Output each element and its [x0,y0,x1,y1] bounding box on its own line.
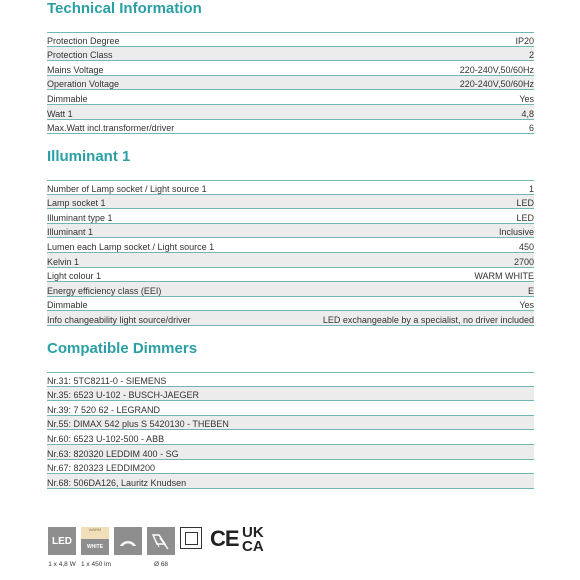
dimmable-cell [114,527,142,555]
dimmer-row [47,445,534,460]
row-value: Yes [519,93,534,104]
row-label: Illuminant 1 [47,227,94,238]
table-row [47,120,534,135]
dimmer-row [47,401,534,416]
illuminant-title: Illuminant 1 [47,148,131,165]
dimmer-row [47,416,534,431]
ukca-line-1: UK [242,524,264,541]
led-icon-cell [48,527,76,569]
dimmer-row [47,387,534,402]
technical-table [47,32,534,134]
dimmer-label: Nr.39: 7 520 62 - LEGRAND [47,404,161,415]
ukca-line-2: CA [242,538,264,555]
table-row [47,32,534,47]
row-value: 6 [528,123,534,134]
table-row [47,268,534,283]
row-label: Illuminant type 1 [47,212,113,223]
row-value: Inclusive [498,227,534,238]
table-row [47,195,534,210]
table-row [47,253,534,268]
row-value: IP20 [515,35,534,46]
protection-class-2-icon [180,527,202,549]
technical-information-title: Technical Information [47,0,202,17]
row-label: Protection Class [47,50,113,61]
cutout-diameter-icon [147,527,175,555]
row-label: Light colour 1 [47,271,102,282]
row-label: Operation Voltage [47,79,120,90]
warm-white-cell [81,527,111,569]
dimmer-label: Nr.55: DIMAX 542 plus S 5420130 - THEBEN [47,419,229,430]
table-row [47,209,534,224]
row-value: WARM WHITE [474,271,534,282]
ukca-cell [242,526,264,554]
table-row [47,180,534,195]
warm-white-icon [81,527,109,555]
row-label: Lamp socket 1 [47,198,106,209]
row-value: 2700 [513,256,534,267]
inner-square-icon [185,532,198,545]
row-label: Number of Lamp socket / Light source 1 [47,183,207,194]
white-label: WHITE [86,544,104,550]
row-label: Max.Watt incl.transformer/driver [47,123,175,134]
cutout-cell [147,527,175,569]
compatible-dimmers-title: Compatible Dimmers [47,340,198,357]
dimmable-icon [114,527,142,555]
class2-cell [180,527,202,549]
table-row [47,90,534,105]
dimmer-row [47,474,534,489]
row-value: 220-240V,50/60Hz [459,79,534,90]
cutout-caption: Ø 68 [153,561,169,568]
dimmer-row [47,430,534,445]
row-label: Dimmable [47,300,88,311]
dimmers-table [47,372,534,489]
row-label: Kelvin 1 [47,256,80,267]
ce-mark-icon: CE [210,526,239,551]
row-value: LED [516,212,534,223]
table-row [47,224,534,239]
row-value: 2 [528,50,534,61]
row-label: Dimmable [47,93,88,104]
row-label: Lumen each Lamp socket / Light source 1 [47,241,215,252]
row-value: 1 [528,183,534,194]
table-row [47,105,534,120]
row-label: Watt 1 [47,108,73,119]
led-caption: 1 x 4,8 W [48,561,76,568]
row-value: 450 [518,241,534,252]
table-row [47,282,534,297]
ce-cell [210,526,239,552]
dimmer-row [47,372,534,387]
row-value: 4,8 [521,108,534,119]
row-value: E [527,285,534,296]
table-row [47,297,534,312]
table-row [47,76,534,91]
led-icon-label: LED [52,535,72,547]
ceiling-cutout-icon [150,530,172,552]
row-label: Info changeability light source/driver [47,314,191,325]
led-icon [48,527,76,555]
dimmer-label: Nr.68: 506DA126, Lauritz Knudsen [47,477,187,488]
row-value: Yes [519,300,534,311]
table-row [47,47,534,62]
row-label: Protection Degree [47,35,120,46]
row-label: Mains Voltage [47,64,104,75]
row-label: Energy efficiency class (EEI) [47,285,162,296]
row-value: LED [516,198,534,209]
lumen-caption: 1 x 450 lm [81,561,111,568]
dimmer-arc-icon [118,534,138,548]
dimmer-label: Nr.31: 5TC8211-0 - SIEMENS [47,375,167,386]
table-row [47,311,534,326]
illuminant-table [47,180,534,326]
row-value: 220-240V,50/60Hz [459,64,534,75]
row-value: LED exchangeable by a specialist, no driver included [322,314,534,325]
table-row [47,61,534,76]
warm-label: WARM [81,527,109,539]
table-row [47,238,534,253]
dimmer-label: Nr.67: 820323 LEDDIM200 [47,463,156,474]
ukca-mark-icon [242,526,264,554]
dimmer-label: Nr.63: 820320 LEDDIM 400 - SG [47,448,179,459]
dimmer-label: Nr.60: 6523 U-102-500 - ABB [47,433,165,444]
dimmer-label: Nr.35: 6523 U-102 - BUSCH-JAEGER [47,390,200,401]
dimmer-row [47,460,534,475]
